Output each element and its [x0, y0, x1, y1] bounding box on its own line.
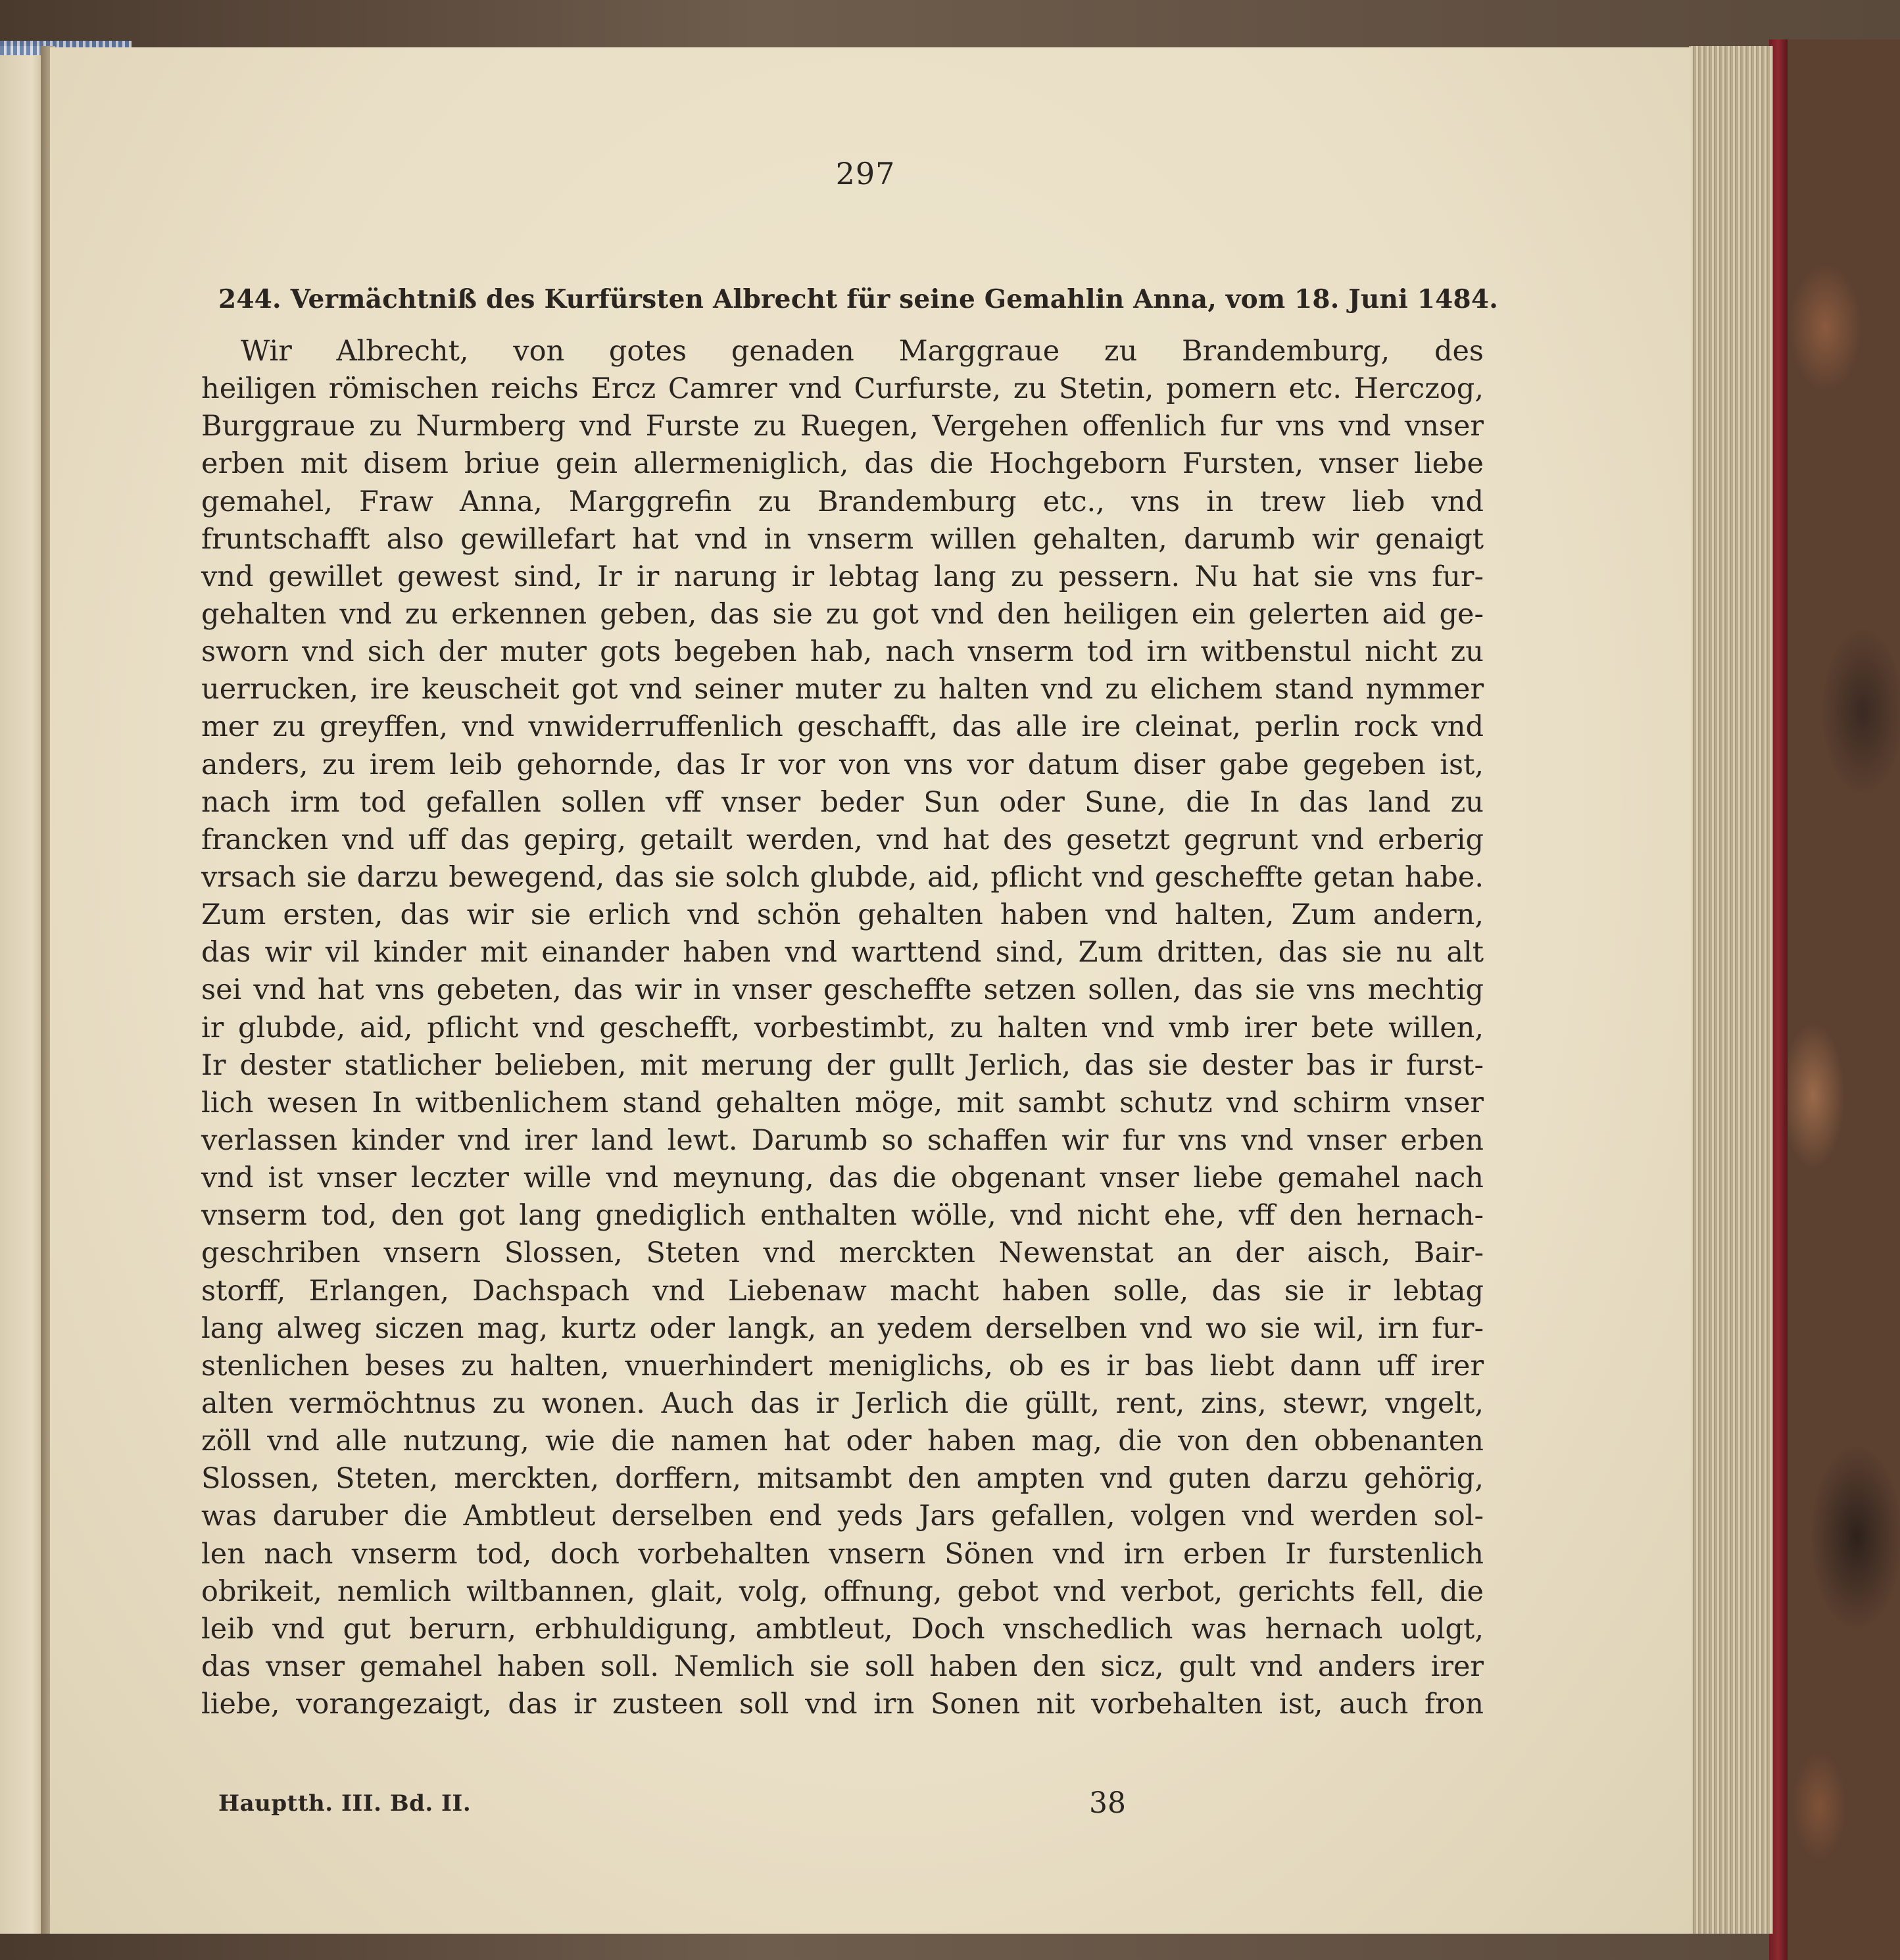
text-line: vrsach sie darzu bewegend, das sie solch glubde, aid, pflicht vnd gescheffte getan habe. — [201, 860, 1484, 894]
footer-sheet-number: 38 — [1089, 1786, 1126, 1820]
text-line: Zum ersten, das wir sie erlich vnd schön gehalten haben vnd halten, Zum andern, — [201, 898, 1484, 932]
text-line: gemahel, Fraw Anna, Marggrefin zu Brandemburg etc., vns in trew lieb vnd — [201, 485, 1484, 518]
text-line: lich wesen In witbenlichem stand gehalten möge, mit sambt schutz vnd schirm vnser — [201, 1086, 1484, 1119]
text-line: das wir vil kinder mit einander haben vnd warttend sind, Zum dritten, das sie nu alt — [201, 936, 1484, 969]
text-line: liebe, vorangezaigt, das ir zusteen soll vnd irn Sonen nit vorbehalten ist, auch fron — [201, 1688, 1484, 1721]
page-edges — [1689, 46, 1773, 1934]
text-line: gehalten vnd zu erkennen geben, das sie zu got vnd den heiligen ein gelerten aid ge- — [201, 597, 1484, 631]
text-line: ir glubde, aid, pflicht vnd geschefft, vorbestimbt, zu halten vnd vmb irer bete willen, — [201, 1011, 1484, 1044]
text-line: das vnser gemahel haben soll. Nemlich sie soll haben den sicz, gult vnd anders irer — [201, 1650, 1484, 1683]
text-line: erben mit disem briue gein allermeniglich, das die Hochgeborn Fursten, vnser liebe — [201, 447, 1484, 481]
text-line: was daruber die Ambtleut derselben end yeds Jars gefallen, volgen vnd werden sol- — [201, 1500, 1484, 1533]
text-line: Ir dester statlicher belieben, mit merung der gullt Jerlich, das sie dester bas ir furst- — [201, 1048, 1484, 1082]
text-line: vnd gewillet gewest sind, Ir ir narung ir lebtag lang zu pessern. Nu hat sie vns fur- — [201, 560, 1484, 593]
text-line: nach irm tod gefallen sollen vff vnser beder Sun oder Sune, die In das land zu — [201, 785, 1484, 819]
text-line: uerrucken, ire keuscheit got vnd seiner muter zu halten vnd zu elichem stand nymmer — [201, 673, 1484, 706]
text-line: Burggraue zu Nurmberg vnd Furste zu Ruegen, Vergehen offenlich fur vns vnd vnser — [201, 410, 1484, 443]
book-page — [50, 47, 1692, 1934]
text-line: leib vnd gut berurn, erbhuldigung, ambtleut, Doch vnschedlich was hernach uolgt, — [201, 1612, 1484, 1646]
text-line: verlassen kinder vnd irer land lewt. Darumb so schaffen wir fur vns vnd vnser erben — [201, 1123, 1484, 1157]
text-line: zöll vnd alle nutzung, wie die namen hat oder haben mag, die von den obbenanten — [201, 1425, 1484, 1458]
text-line: lang alweg siczen mag, kurtz oder langk, an yedem derselben vnd wo sie wil, irn fur- — [201, 1311, 1484, 1345]
text-line: sei vnd hat vns gebeten, das wir in vnser gescheffte setzen sollen, das sie vns mechtig — [201, 973, 1484, 1007]
text-line: storff, Erlangen, Dachspach vnd Liebenaw macht haben solle, das sie ir lebtag — [201, 1274, 1484, 1308]
body-text — [201, 333, 1484, 1723]
text-line: mer zu greyffen, vnd vnwiderruffenlich geschafft, das alle ire cleinat, perlin rock vnd — [201, 710, 1484, 744]
text-line: sworn vnd sich der muter gots begeben hab, nach vnserm tod irn witbenstul nicht zu — [201, 635, 1484, 669]
page-number: 297 — [835, 156, 896, 191]
text-line: heiligen römischen reichs Ercz Camrer vnd Curfurste, zu Stetin, pomern etc. Herczog, — [201, 372, 1484, 406]
text-line: Wir Albrecht, von gotes genaden Marggraue zu Brandemburg, des — [241, 335, 1484, 368]
text-line: anders, zu irem leib gehornde, das Ir vor von vns vor datum diser gabe gegeben ist, — [201, 748, 1484, 781]
text-line: vnserm tod, den got lang gnediglich enthalten wölle, vnd nicht ehe, vff den hernach- — [201, 1199, 1484, 1233]
text-line: len nach vnserm tod, doch vorbehalten vnsern Sönen vnd irn erben Ir furstenlich — [201, 1537, 1484, 1571]
text-line: geschriben vnsern Slossen, Steten vnd merckten Newenstat an der aisch, Bair- — [201, 1237, 1484, 1270]
footer-signature: Hauptth. III. Bd. II. — [218, 1790, 472, 1817]
facing-page-edge — [0, 46, 46, 1934]
text-line: alten vermöchtnus zu wonen. Auch das ir Jerlich die güllt, rent, zins, stewr, vngelt, — [201, 1386, 1484, 1420]
text-line: obrikeit, nemlich wiltbannen, glait, volg, offnung, gebot vnd verbot, gerichts fell, die — [201, 1575, 1484, 1608]
text-line: vnd ist vnser leczter wille vnd meynung, das die obgenant vnser liebe gemahel nach — [201, 1162, 1484, 1195]
text-line: stenlichen beses zu halten, vnuerhindert meniglichs, ob es ir bas liebt dann uff irer — [201, 1349, 1484, 1383]
document-heading: 244. Vermächtniß des Kurfürsten Albrecht für seine Gemahlin Anna, vom 18. Juni 1484. — [218, 284, 1498, 314]
text-line: francken vnd uff das gepirg, getailt werden, vnd hat des gesetzt gegrunt vnd erberig — [201, 823, 1484, 856]
marbled-cover-board — [1776, 39, 1900, 1960]
text-line: fruntschafft also gewillefart hat vnd in vnserm willen gehalten, darumb wir genaigt — [201, 522, 1484, 556]
text-line: Slossen, Steten, merckten, dorffern, mitsambt den ampten vnd guten darzu gehörig, — [201, 1462, 1484, 1496]
